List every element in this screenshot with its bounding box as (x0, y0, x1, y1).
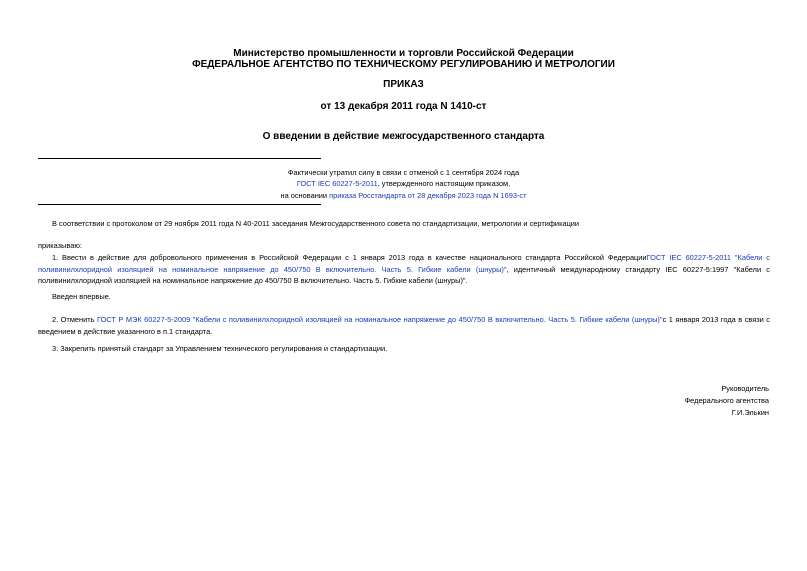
item-2-text: 2. Отменить (52, 315, 97, 324)
item-1-standard-link[interactable]: ГОСТ IEC 60227-5-2011 "Кабели с поливинилхлоридной изоляцией на номинальное напряжение до 450/750 В включительно. Часть 5. Гибкие кабели (шнуры)" (38, 253, 770, 274)
item-1-text-tail: , идентичный международному стандарту IEC 60227-5:1997 "Кабели с поливинилхлоридной изоляцией на номинальное напряжение до 450/750 В включительно. Часть 5. Гибкие кабели (шнуры)". (38, 264, 770, 285)
item-3-paragraph: 3. Закрепить принятый стандарт за Управлением технического регулирования и стандартизации. (52, 344, 388, 353)
item-2-standard-link[interactable]: ГОСТ Р МЭК 60227-5-2009 "Кабели с поливинилхлоридной изоляцией на номинальное напряжение до 450/750 В включительно. Часть 5. Гибкие кабели (шнуры)" (96, 315, 663, 324)
intro-paragraph: В соответствии с протоколом от 29 ноября 2011 года N 40-2011 заседания Межгосударственного совета по стандартизации, метрологии и сертификации (52, 219, 580, 228)
status-note-line1: Фактически утратил силу в связи с отменой с 1 сентября 2024 года (287, 168, 520, 177)
signature-name: Г.И.Элькин (731, 408, 769, 417)
signature-title-1: Руководитель (721, 384, 769, 393)
item-1-paragraph (38, 252, 770, 287)
order-link-rosstandart[interactable]: приказа Росстандарта от 28 декабря 2023 года N 1693-ст (329, 191, 527, 200)
agency-title: ФЕДЕРАЛЬНОЕ АГЕНТСТВО ПО ТЕХНИЧЕСКОМУ РЕГУЛИРОВАНИЮ И МЕТРОЛОГИИ (192, 59, 615, 70)
divider-top (38, 158, 321, 159)
item-2-paragraph (38, 314, 770, 337)
document-type: ПРИКАЗ (383, 79, 424, 90)
status-note-line3 (0, 190, 807, 202)
status-note-line2-text: , утвержденного настоящим приказом, (377, 179, 511, 188)
item-2-text-tail: с 1 января 2013 года в связи с введением в действие указанного в п.1 стандарта. (38, 315, 770, 336)
document-date-number: от 13 декабря 2011 года N 1410-ст (320, 101, 487, 112)
status-note-line3-text: на основании (280, 191, 330, 200)
status-note-line2 (0, 178, 807, 190)
introduced-first-note: Введен впервые. (52, 292, 111, 301)
divider-bottom (38, 204, 321, 205)
standard-link-gost-iec[interactable]: ГОСТ IEC 60227-5-2011 (296, 179, 378, 188)
orders-word: приказываю: (38, 241, 82, 250)
item-1-text: 1. Ввести в действие для добровольного применения в Российской Федерации с 1 января 2013 года в качестве национального стандарта Российской Федерации (52, 253, 647, 262)
signature-title-2: Федерального агентства (684, 396, 769, 405)
document-subject: О введении в действие межгосударственного стандарта (262, 131, 545, 142)
ministry-title: Министерство промышленности и торговли Российской Федерации (233, 48, 574, 59)
